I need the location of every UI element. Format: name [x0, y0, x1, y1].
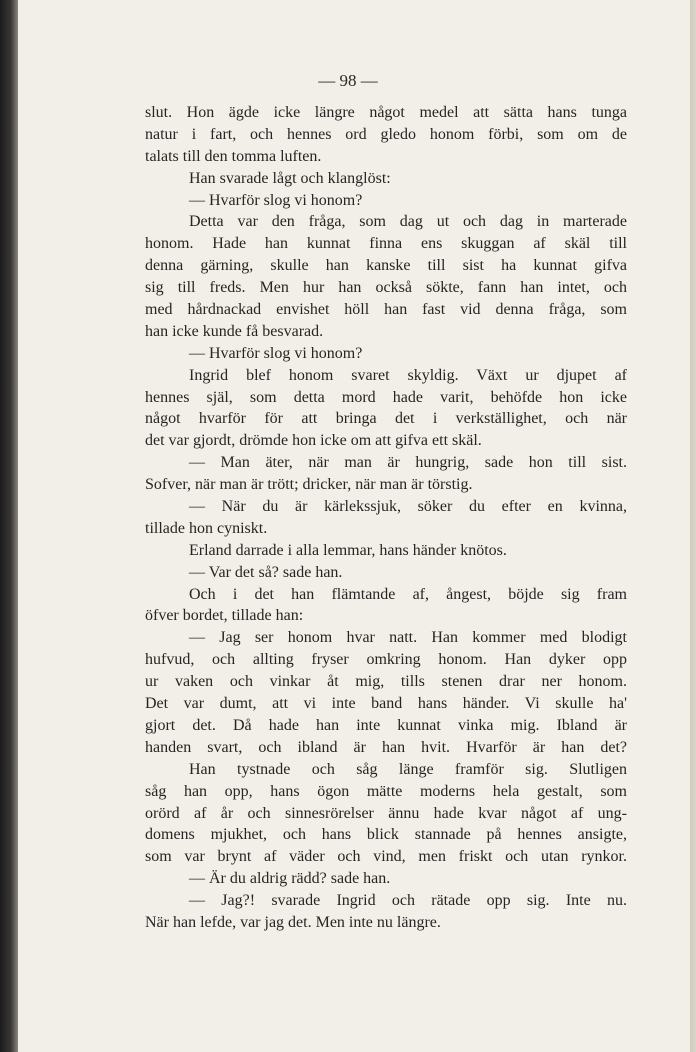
body-text — [145, 102, 627, 934]
text-line: som var brynt af väder och vind, men friskt och utan rynkor. — [145, 848, 627, 866]
text-line: Detta var den fråga, som dag ut och dag in marterade — [189, 213, 627, 231]
text-line: När han lefde, var jag det. Men inte nu längre. — [145, 913, 441, 931]
text-line: sig till freds. Men hur han också sökte, fann han intet, och — [145, 279, 627, 297]
text-line: Det var dumt, att vi inte band hans händer. Vi skulle ha' — [145, 695, 627, 713]
text-line: honom. Hade han kunnat finna ens skuggan af skäl till — [145, 235, 627, 253]
text-line: öfver bordet, tillade han: — [145, 607, 304, 625]
text-line: Ingrid blef honom svaret skyldig. Växt ur djupet af — [189, 366, 627, 384]
page-number: — 98 — — [318, 71, 378, 90]
text-line: gjort det. Då hade han inte kunnat vinka mig. Ibland är — [145, 716, 627, 734]
text-line: Och i det han flämtande af, ångest, böjde sig fram — [189, 585, 627, 603]
text-line: domens mjukhet, och hans blick stannade på hennes ansigte, — [145, 826, 627, 844]
text-line: handen svart, och ibland är han hvit. Hvarför är han det? — [145, 738, 627, 756]
page-edge — [690, 0, 696, 1052]
text-line: något hvarför för att bringa det i verkställighet, och när — [145, 410, 627, 428]
text-line: orörd af år och sinnesrörelser ännu hade kvar något af ung- — [145, 804, 627, 822]
text-line: han icke kunde få besvarad. — [145, 322, 324, 340]
text-line: slut. Hon ägde icke längre något medel att sätta hans tunga — [145, 104, 627, 121]
text-line: det var gjordt, drömde hon icke om att gifva ett skäl. — [145, 432, 482, 450]
text-line: Han svarade lågt och klanglöst: — [189, 169, 391, 187]
text-line: tillade hon cyniskt. — [145, 519, 268, 537]
text-line: hufvud, och allting fryser omkring honom. Han dyker opp — [145, 651, 627, 669]
book-spine-shadow — [0, 0, 18, 1052]
text-line: — Man äter, när man är hungrig, sade hon till sist. — [189, 454, 627, 472]
text-line: natur i fart, och hennes ord gledo honom förbi, som om de — [145, 125, 627, 143]
text-line: — Är du aldrig rädd? sade han. — [189, 870, 391, 888]
text-line: — Var det så? sade han. — [189, 563, 343, 581]
text-line: — När du är kärlekssjuk, söker du efter en kvinna, — [189, 498, 627, 516]
text-line: — Jag ser honom hvar natt. Han kommer med blodigt — [189, 629, 627, 647]
text-line: med hårdnackad envishet höll han fast vid denna fråga, som — [145, 301, 627, 319]
text-line: såg han opp, hans ögon mätte moderns hela gestalt, som — [145, 782, 627, 800]
text-line: ur vaken och vinkar åt mig, tills stenen drar ner honom. — [145, 673, 627, 691]
text-line: Han tystnade och såg länge framför sig. Slutligen — [189, 760, 627, 778]
text-line: talats till den tomma luften. — [145, 147, 322, 165]
text-line: denna gärning, skulle han kanske till sist ha kunnat gifva — [145, 257, 627, 275]
text-line: Erland darrade i alla lemmar, hans händer knötos. — [189, 541, 507, 559]
text-line: — Hvarför slog vi honom? — [189, 191, 363, 209]
text-line: hennes själ, som detta mord hade varit, behöfde hon icke — [145, 388, 627, 406]
text-line: — Jag?! svarade Ingrid och rätade opp sig. Inte nu. — [189, 892, 627, 910]
text-line: — Hvarför slog vi honom? — [189, 344, 363, 362]
text-line: Sofver, när man är trött; dricker, när man är törstig. — [145, 476, 473, 494]
